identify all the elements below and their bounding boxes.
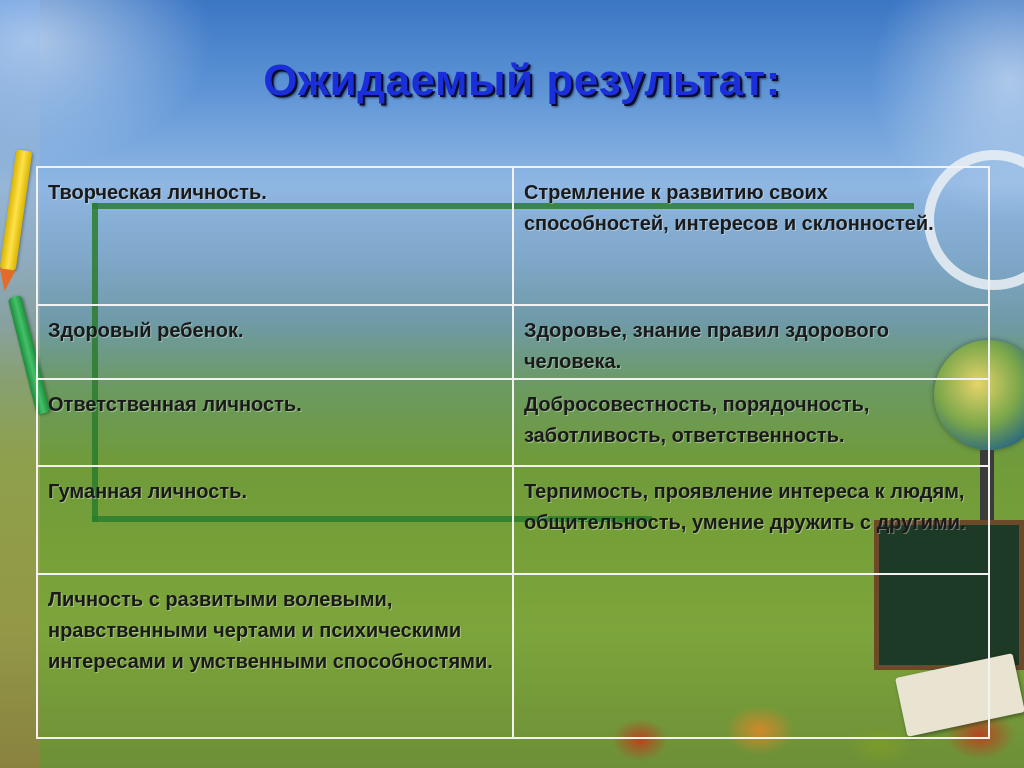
table-row bbox=[37, 466, 989, 574]
quality-cell: Здоровый ребенок. bbox=[37, 305, 513, 379]
description-cell: Терпимость, проявление интереса к людям, общительность, умение дружить с другими. bbox=[513, 466, 989, 574]
slide-title: Ожидаемый результат: bbox=[263, 56, 781, 105]
description-cell bbox=[513, 574, 989, 738]
table-row bbox=[37, 574, 989, 738]
description-cell: Здоровье, знание правил здорового человека. bbox=[513, 305, 989, 379]
table-row bbox=[37, 305, 989, 379]
table-row bbox=[37, 379, 989, 466]
quality-cell: Ответственная личность. bbox=[37, 379, 513, 466]
description-cell: Добросовестность, порядочность, заботливость, ответственность. bbox=[513, 379, 989, 466]
quality-cell: Творческая личность. bbox=[37, 167, 513, 305]
results-table bbox=[36, 166, 990, 739]
table-row bbox=[37, 167, 989, 305]
description-cell: Стремление к развитию своих способностей, интересов и склонностей. bbox=[513, 167, 989, 305]
quality-cell: Гуманная личность. bbox=[37, 466, 513, 574]
quality-cell: Личность с развитыми волевыми, нравственными чертами и психическими интересами и умственными способностями. bbox=[37, 574, 513, 738]
